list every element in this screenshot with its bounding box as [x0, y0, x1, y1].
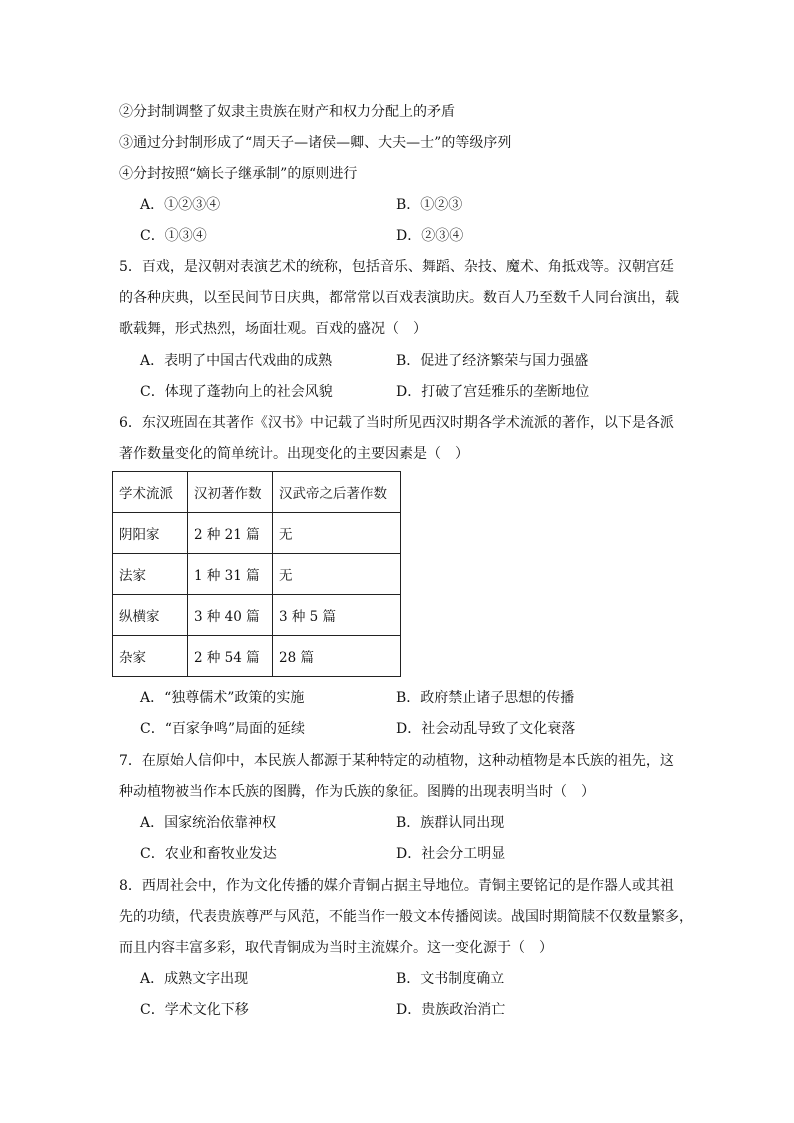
school-works-table: [112, 471, 401, 677]
statement-4: ④分封按照“嫡长子继承制”的原则进行: [119, 166, 358, 182]
table-header: 汉初著作数: [188, 472, 273, 513]
table-cell: 无: [273, 513, 401, 554]
q8-stem-line-3: 而且内容丰富多彩，取代青铜成为当时主流媒介。这一变化源于（ ）: [119, 940, 553, 956]
table-cell: 法家: [113, 554, 188, 595]
q8-option-d: D．贵族政治消亡: [396, 1002, 506, 1018]
table-cell: 纵横家: [113, 595, 188, 636]
table-header: 汉武帝之后著作数: [273, 472, 401, 513]
table-row: [113, 595, 401, 636]
q6-option-c: C．“百家争鸣”局面的延续: [140, 721, 306, 737]
q5-option-a: A．表明了中国古代戏曲的成熟: [140, 353, 333, 369]
table-cell: 阴阳家: [113, 513, 188, 554]
table-cell: 无: [273, 554, 401, 595]
table-cell: 1 种 31 篇: [188, 554, 273, 595]
q8-stem-line-1: 8．西周社会中，作为文化传播的媒介青铜占据主导地位。青铜主要铭记的是作器人或其祖: [119, 878, 674, 894]
q4-option-c: C．①③④: [140, 228, 207, 244]
statement-3: ③通过分封制形成了“周天子—诸侯—卿、大夫—士”的等级序列: [119, 135, 512, 151]
q8-option-b: B．文书制度确立: [396, 971, 505, 987]
q5-option-b: B．促进了经济繁荣与国力强盛: [396, 353, 589, 369]
table-header-row: [113, 472, 401, 513]
table-cell: 28 篇: [273, 636, 401, 677]
q7-option-d: D．社会分工明显: [396, 846, 506, 862]
q6-option-b: B．政府禁止诸子思想的传播: [396, 690, 575, 706]
table-cell: 2 种 21 篇: [188, 513, 273, 554]
q7-option-b: B．族群认同出现: [396, 815, 505, 831]
q5-stem-line-1: 5．百戏，是汉朝对表演艺术的统称，包括音乐、舞蹈、杂技、魔术、角抵戏等。汉朝宫廷: [119, 259, 674, 275]
q7-stem-line-2: 种动植物被当作本氏族的图腾，作为氏族的象征。图腾的出现表明当时（ ）: [119, 784, 595, 800]
q6-option-d: D．社会动乱导致了文化衰落: [396, 721, 576, 737]
table-row: [113, 513, 401, 554]
q5-option-d: D．打破了宫廷雅乐的垄断地位: [396, 384, 590, 400]
q4-option-a: A．①②③④: [140, 197, 221, 213]
table-row: [113, 554, 401, 595]
table-header: 学术流派: [113, 472, 188, 513]
q6-stem-line-2: 著作数量变化的简单统计。出现变化的主要因素是（ ）: [119, 446, 469, 462]
q6-stem-line-1: 6．东汉班固在其著作《汉书》中记载了当时所见西汉时期各学术流派的著作，以下是各派: [119, 415, 674, 431]
q8-option-a: A．成熟文字出现: [140, 971, 249, 987]
q8-stem-line-2: 先的功绩，代表贵族尊严与风范，不能当作一般文本传播阅读。战国时期简牍不仅数量繁多，: [119, 909, 693, 925]
table-cell: 2 种 54 篇: [188, 636, 273, 677]
q4-option-b: B．①②③: [396, 197, 463, 213]
q6-option-a: A．“独尊儒术”政策的实施: [140, 690, 305, 706]
table-row: [113, 636, 401, 677]
table-cell: 3 种 5 篇: [273, 595, 401, 636]
table-cell: 杂家: [113, 636, 188, 677]
table-cell: 3 种 40 篇: [188, 595, 273, 636]
q4-option-d: D．②③④: [396, 228, 464, 244]
statement-2: ②分封制调整了奴隶主贵族在财产和权力分配上的矛盾: [119, 104, 455, 120]
q5-stem-line-3: 歌载舞，形式热烈，场面壮观。百戏的盛况（ ）: [119, 321, 427, 337]
q5-option-c: C．体现了蓬勃向上的社会风貌: [140, 384, 333, 400]
q8-option-c: C．学术文化下移: [140, 1002, 249, 1018]
q7-option-c: C．农业和畜牧业发达: [140, 846, 277, 862]
q7-option-a: A．国家统治依靠神权: [140, 815, 277, 831]
q7-stem-line-1: 7．在原始人信仰中，本民族人都源于某种特定的动植物，这种动植物是本氏族的祖先，这: [119, 753, 674, 769]
q5-stem-line-2: 的各种庆典，以至民间节日庆典，都常常以百戏表演助庆。数百人乃至数千人同台演出，载: [119, 290, 679, 306]
